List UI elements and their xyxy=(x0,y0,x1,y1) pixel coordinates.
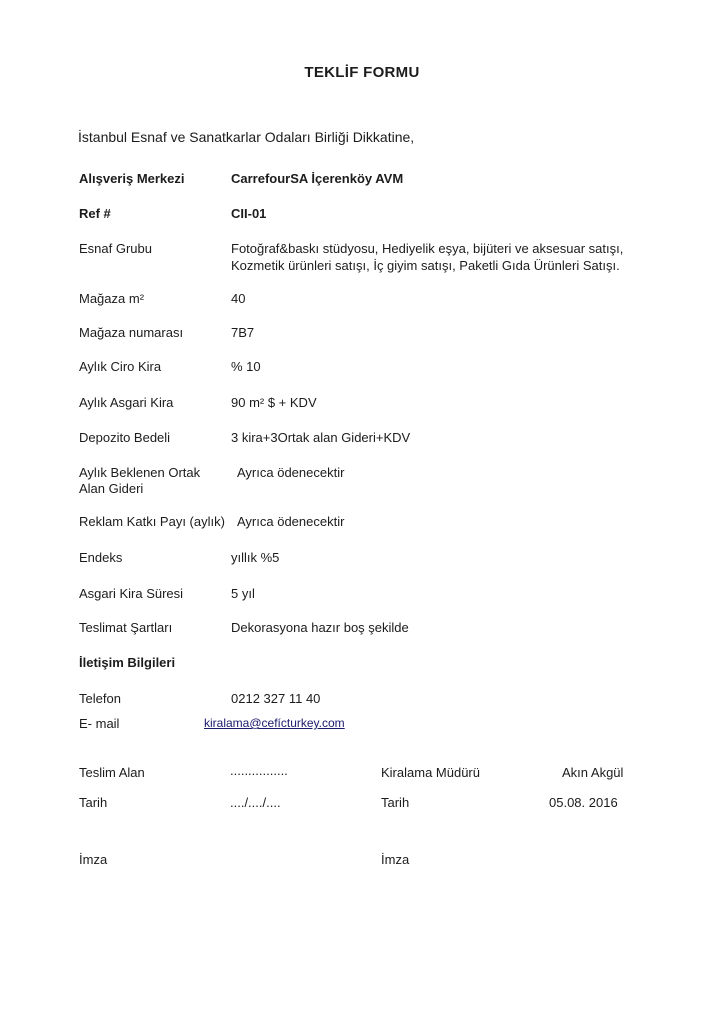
tarih-right-label: Tarih xyxy=(381,795,410,810)
esnaf-grubu-value-line1: Fotoğraf&baskı stüdyosu, Hediyelik eşya, bijüteri ve aksesuar satışı, xyxy=(231,241,624,256)
ciro-kira-value: % 10 xyxy=(231,359,261,374)
ref-label: Ref # xyxy=(79,206,111,221)
depozito-label: Depozito Bedeli xyxy=(79,430,171,445)
iletisim-heading: İletişim Bilgileri xyxy=(79,655,176,670)
reklam-label: Reklam Katkı Payı (aylık) xyxy=(79,514,225,529)
salutation: İstanbul Esnaf ve Sanatkarlar Odaları Birliği Dikkatine, xyxy=(78,129,415,145)
asgari-kira-value: 90 m² $ + KDV xyxy=(231,395,317,410)
ortak-gider-label-line1: Aylık Beklenen Ortak xyxy=(79,465,201,480)
kira-suresi-value: 5 yıl xyxy=(231,586,255,601)
tarih-left-blank: ..../..../.... xyxy=(230,795,281,810)
reklam-value: Ayrıca ödenecektir xyxy=(237,514,345,529)
teslimat-label: Teslimat Şartları xyxy=(79,620,173,635)
telefon-value: 0212 327 11 40 xyxy=(231,691,321,706)
page-title: TEKLİF FORMU xyxy=(304,64,420,81)
ciro-kira-label: Aylık Ciro Kira xyxy=(79,359,162,374)
endeks-label: Endeks xyxy=(79,550,123,565)
avm-label: Alışveriş Merkezi xyxy=(79,171,185,186)
mudur-name: Akın Akgül xyxy=(562,765,624,780)
depozito-value: 3 kira+3Ortak alan Gideri+KDV xyxy=(231,430,411,445)
tarih-left-label: Tarih xyxy=(79,795,108,810)
ortak-gider-label-line2: Alan Gideri xyxy=(79,481,144,496)
ortak-gider-value: Ayrıca ödenecektir xyxy=(237,465,345,480)
email-label: E- mail xyxy=(79,716,120,731)
teslim-alan-label: Teslim Alan xyxy=(79,765,145,780)
kira-suresi-label: Asgari Kira Süresi xyxy=(79,586,184,601)
kiralama-muduru-label: Kiralama Müdürü xyxy=(381,765,480,780)
magaza-m2-label: Mağaza m² xyxy=(79,291,145,306)
telefon-label: Telefon xyxy=(79,691,121,706)
avm-value: CarrefourSA İçerenköy AVM xyxy=(231,171,404,186)
magaza-numarasi-label: Mağaza numarası xyxy=(79,325,184,340)
asgari-kira-label: Aylık Asgari Kira xyxy=(79,395,174,410)
imza-right: İmza xyxy=(381,852,410,867)
tarih-right-value: 05.08. 2016 xyxy=(549,795,618,810)
teslimat-value: Dekorasyona hazır boş şekilde xyxy=(231,620,409,635)
magaza-m2-value: 40 xyxy=(231,291,246,306)
esnaf-grubu-value-line2: Kozmetik ürünleri satışı, İç giyim satışı, Paketli Gıda Ürünleri Satışı. xyxy=(231,258,620,273)
teslim-alan-blank: ................ xyxy=(230,763,288,778)
imza-left: İmza xyxy=(79,852,108,867)
email-link[interactable]: kiralama@cefícturkey.com xyxy=(204,716,345,730)
magaza-numarasi-value: 7B7 xyxy=(231,325,255,340)
endeks-value: yıllık %5 xyxy=(231,550,280,565)
ref-value: CII-01 xyxy=(231,206,267,221)
esnaf-grubu-label: Esnaf Grubu xyxy=(79,241,152,256)
